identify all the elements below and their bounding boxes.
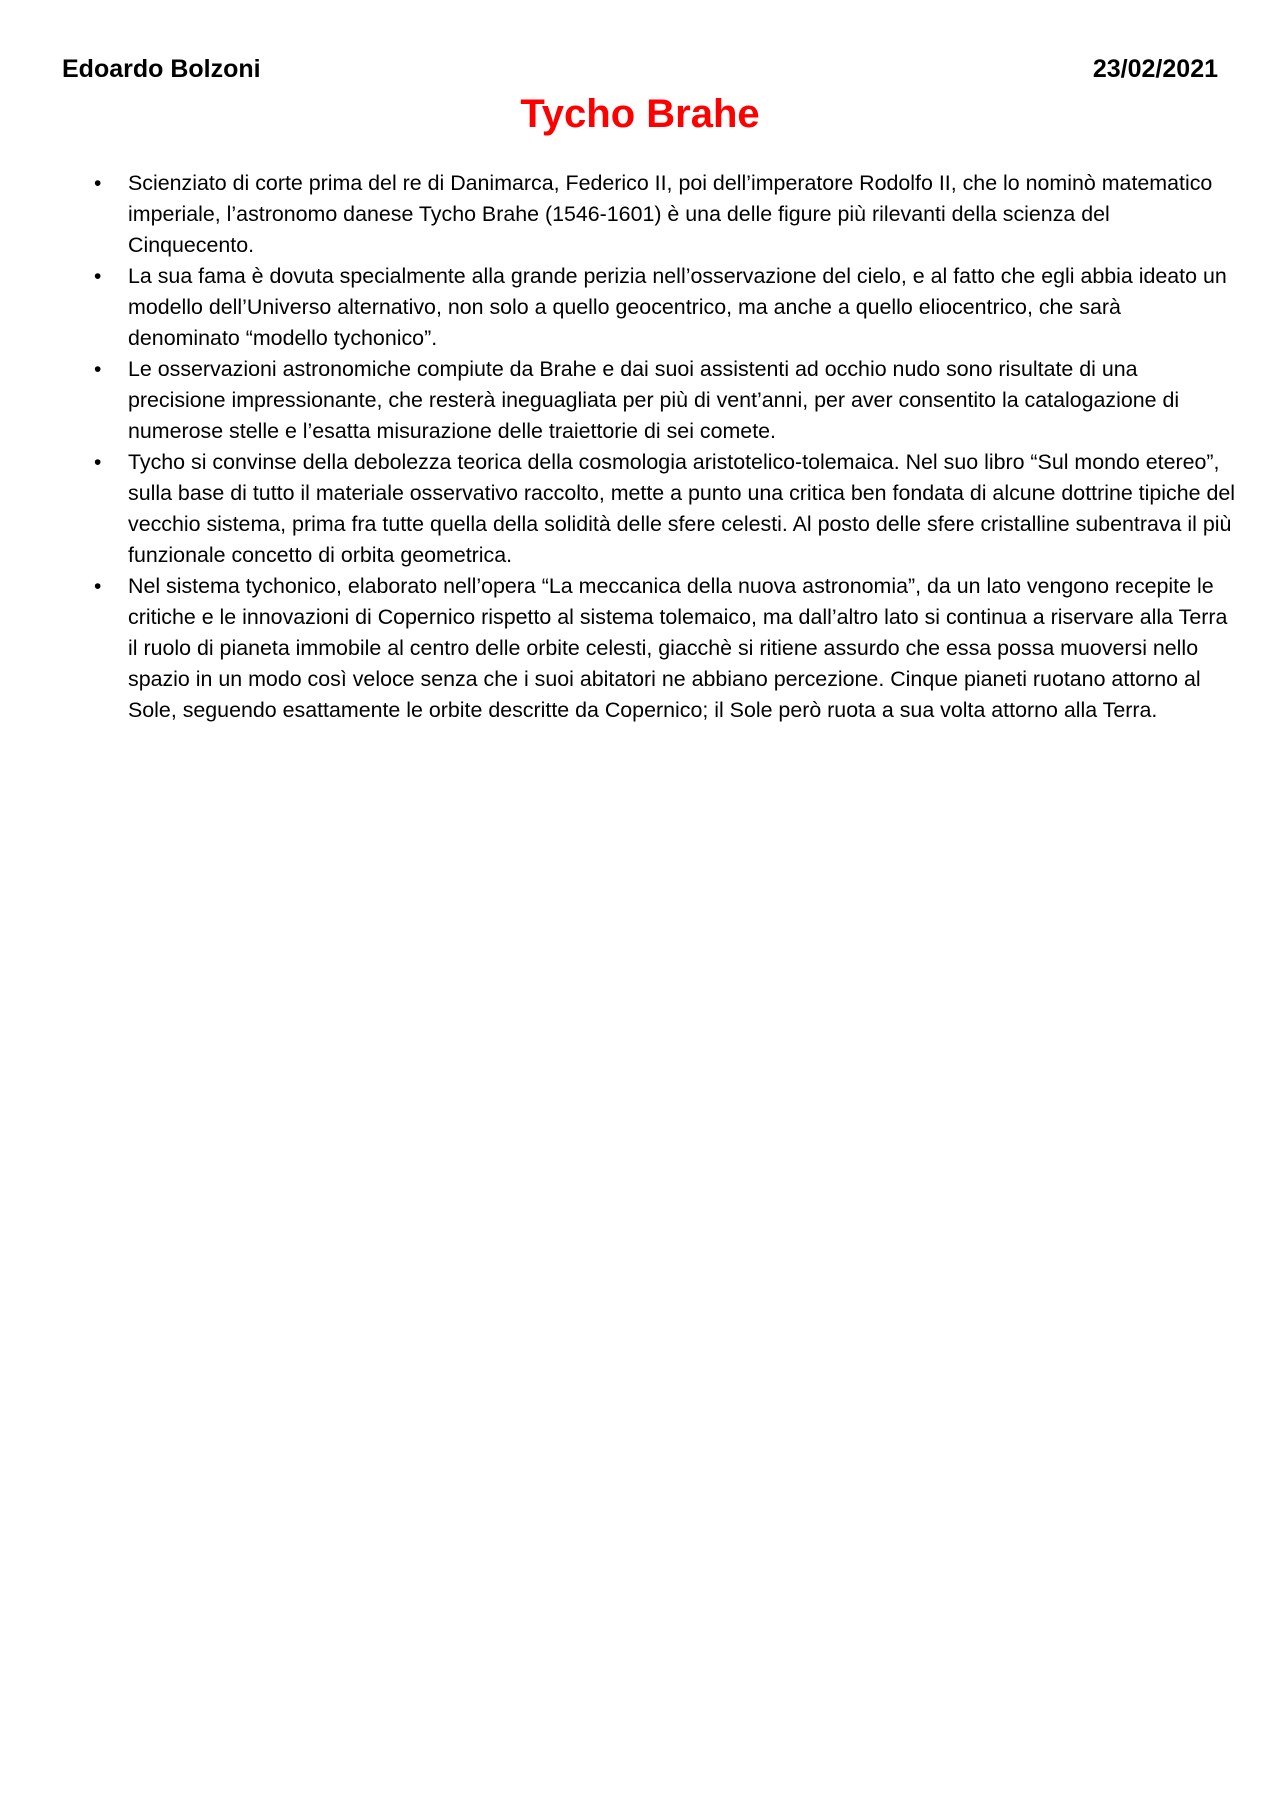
list-item-text: Scienziato di corte prima del re di Danimarca, Federico II, poi dell’imperatore Rodolfo II, che lo nominò matematico imperiale, l’astronomo danese Tycho Brahe (1546-1601) è una delle figure più rilevanti della scienza del Cinquecento. — [128, 171, 1213, 257]
bullet-list — [88, 168, 1238, 726]
author-name: Edoardo Bolzoni — [62, 55, 261, 83]
list-item-text: Tycho si convinse della debolezza teorica della cosmologia aristotelico-tolemaica. Nel suo libro “Sul mondo etereo”, sulla base di tutto il materiale osservativo raccolto, mette a punto una critica ben fondata di alcune dottrine tipiche del vecchio sistema, prima fra tutte quella della solidità delle sfere celesti. Al posto delle sfere cristalline subentrava il più funzionale concetto di orbita geometrica. — [128, 450, 1236, 567]
list-item-text: Le osservazioni astronomiche compiute da Brahe e dai suoi assistenti ad occhio nudo sono risultate di una precisione impressionante, che resterà ineguagliata per più di vent’anni, per aver consentito la catalogazione di numerose stelle e l’esatta misurazione delle traiettorie di sei comete. — [128, 357, 1180, 443]
bullet-icon: • — [94, 172, 102, 195]
list-item — [88, 261, 1238, 354]
bullet-icon: • — [94, 265, 102, 288]
bullet-icon: • — [94, 575, 102, 598]
page-title: Tycho Brahe — [520, 92, 760, 136]
list-item — [88, 571, 1238, 726]
bullet-icon: • — [94, 358, 102, 381]
list-item — [88, 354, 1238, 447]
bullet-icon: • — [94, 451, 102, 474]
list-item — [88, 168, 1238, 261]
list-item-text: Nel sistema tychonico, elaborato nell’opera “La meccanica della nuova astronomia”, da un lato vengono recepite le critiche e le innovazioni di Copernico rispetto al sistema tolemaico, ma dall’altro lato si continua a riservare alla Terra il ruolo di pianeta immobile al centro delle orbite celesti, giacchè si ritiene assurdo che essa possa muoversi nello spazio in un modo così veloce senza che i suoi abitatori ne abbiano percezione. Cinque pianeti ruotano attorno al Sole, seguendo esattamente le orbite descritte da Copernico; il Sole però ruota a sua volta attorno alla Terra. — [128, 574, 1228, 722]
list-item — [88, 447, 1238, 571]
document-date: 23/02/2021 — [1092, 55, 1218, 83]
list-item-text: La sua fama è dovuta specialmente alla grande perizia nell’osservazione del cielo, e al fatto che egli abbia ideato un modello dell’Universo alternativo, non solo a quello geocentrico, ma anche a quello eliocentrico, che sarà denominato “modello tychonico”. — [128, 264, 1227, 350]
